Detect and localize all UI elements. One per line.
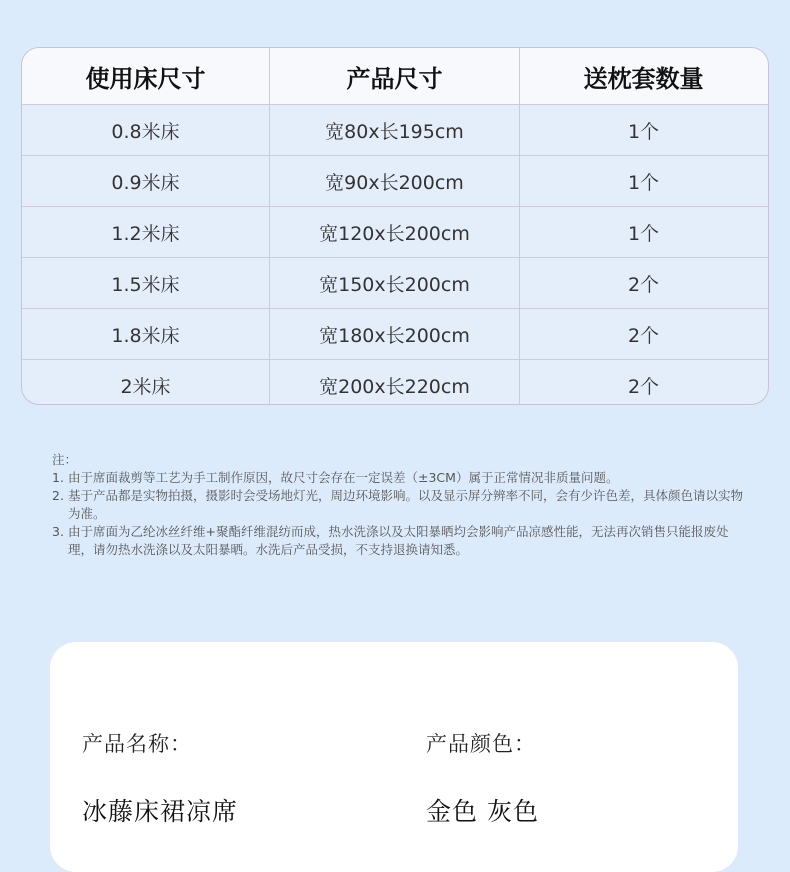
product-size-cell: 宽200x长220cm (270, 360, 520, 405)
note-number: 3. (52, 524, 64, 539)
product-color-block (426, 728, 539, 828)
note-text: 由于席面为乙纶冰丝纤维+聚酯纤维混纺而成，热水洗涤以及太阳暴晒均会影响产品凉感性能，无法再次销售只能报废处理，请勿热水洗涤以及太阳暴晒。水洗后产品受损，不支持退换请知悉。 (68, 524, 729, 557)
table-row (22, 258, 768, 309)
pillowcase-count-cell: 1个 (627, 222, 660, 245)
bed-size-cell: 1.5米床 (22, 258, 270, 308)
table-header-row (22, 48, 768, 105)
header-pillowcase-count: 送枕套数量 (583, 64, 704, 93)
table-row (22, 207, 768, 258)
note-item (52, 487, 752, 523)
pillowcase-count-cell: 1个 (627, 171, 660, 194)
product-name-value: 冰藤床裙凉席 (82, 797, 239, 826)
product-name-block (82, 728, 238, 828)
note-text: 由于席面裁剪等工艺为手工制作原因，故尺寸会存在一定误差（±3CM）属于正常情况非质量问题。 (68, 470, 619, 485)
bed-size-cell: 0.9米床 (22, 156, 270, 206)
note-number: 2. (52, 488, 64, 503)
pillowcase-count-cell: 2个 (627, 324, 660, 347)
note-text: 基于产品都是实物拍摄，摄影时会受场地灯光，周边环境影响。以及显示屏分辨率不同，会有少许色差，具体颜色请以实物为准。 (68, 488, 744, 521)
product-size-cell: 宽80x长195cm (270, 105, 520, 155)
note-item (52, 469, 752, 487)
product-size-cell: 宽90x长200cm (270, 156, 520, 206)
table-row (22, 360, 768, 405)
header-product-size: 产品尺寸 (270, 48, 520, 104)
product-info-card (50, 642, 738, 872)
note-number: 1. (52, 470, 64, 485)
pillowcase-count-cell: 1个 (627, 120, 660, 143)
notes-section (52, 451, 752, 559)
size-table (21, 47, 769, 405)
pillowcase-count-cell: 2个 (627, 273, 660, 296)
product-size-cell: 宽180x长200cm (270, 309, 520, 359)
product-name-label: 产品名称： (82, 732, 192, 756)
table-row (22, 309, 768, 360)
bed-size-cell: 0.8米床 (22, 105, 270, 155)
pillowcase-count-cell: 2个 (627, 375, 660, 398)
notes-title: 注： (52, 452, 78, 467)
product-color-value: 金色 灰色 (426, 797, 539, 826)
table-row (22, 105, 768, 156)
bed-size-cell: 2米床 (22, 360, 270, 405)
table-row (22, 156, 768, 207)
bed-size-cell: 1.8米床 (22, 309, 270, 359)
bed-size-cell: 1.2米床 (22, 207, 270, 257)
product-size-cell: 宽150x长200cm (270, 258, 520, 308)
product-size-cell: 宽120x长200cm (270, 207, 520, 257)
note-item (52, 523, 752, 559)
header-bed-size: 使用床尺寸 (22, 48, 270, 104)
product-color-label: 产品颜色： (426, 732, 536, 756)
